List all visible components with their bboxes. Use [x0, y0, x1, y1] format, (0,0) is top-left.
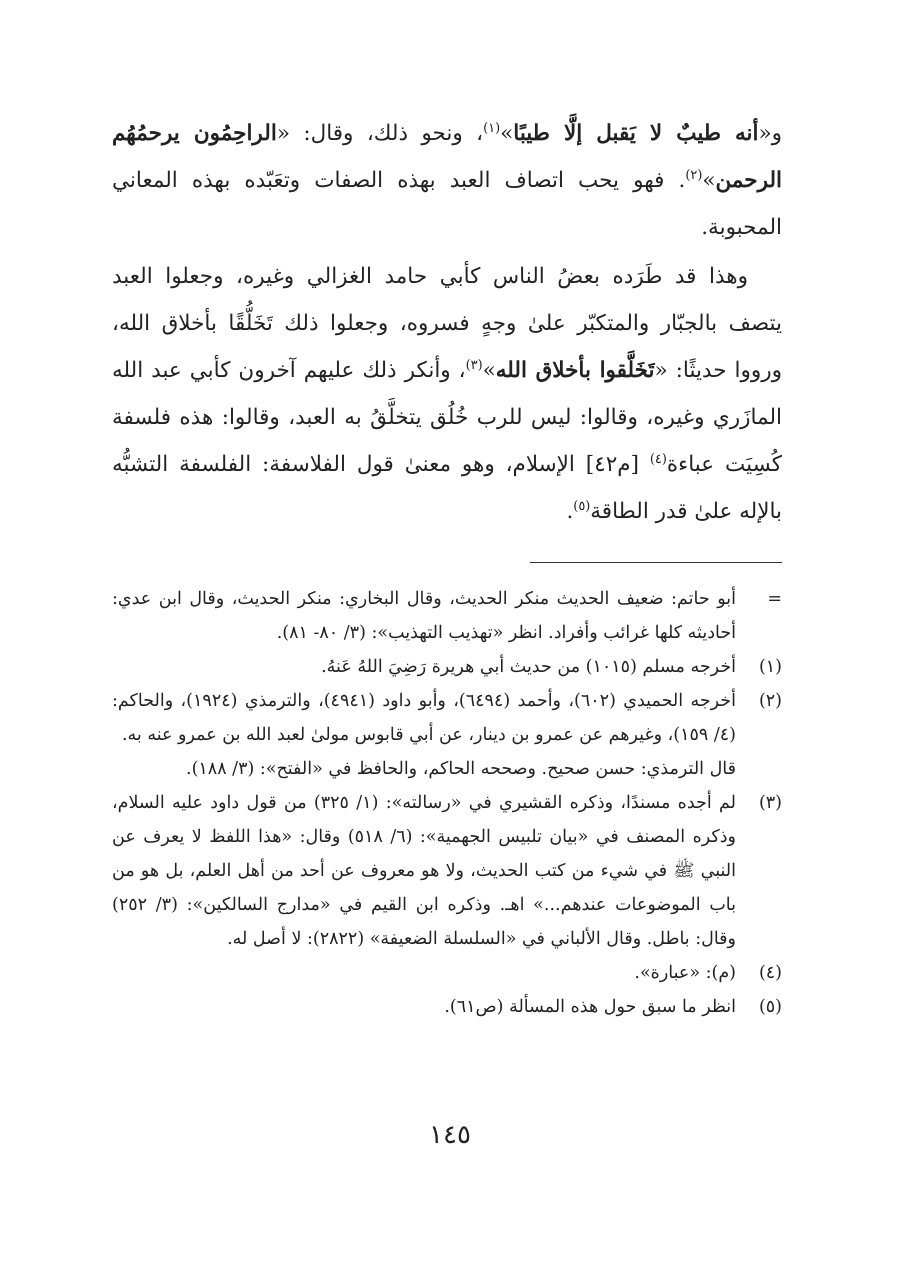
paragraph-2	[112, 253, 782, 535]
footnote-continuation	[112, 582, 782, 650]
footnote-ref-5[interactable]: (٥)	[573, 498, 591, 514]
footnote-separator	[530, 562, 782, 563]
footnote-4	[112, 956, 782, 990]
footnote-marker: =	[767, 589, 782, 609]
text-run: »	[500, 121, 514, 146]
footnote-ref-2[interactable]: (٢)	[685, 167, 703, 183]
text-run: .	[566, 499, 574, 524]
text-run: »	[482, 358, 496, 383]
footnote-1	[112, 650, 782, 684]
text-run: وهذا قد طَرَده بعضُ الناس كأبي حامد الغزالي وغيره، وجعلوا العبد يتصف بالجبّار والمتكبّر علىٰ وجهٍ فسروه، وجعلوا ذلك تَخَلُّقًا بأخلاق الله، ورووا حديثًا: «	[112, 264, 782, 383]
footnote-text: انظر ما سبق حول هذه المسألة (ص٦١).	[444, 997, 736, 1017]
footnote-ref-4[interactable]: (٤)	[649, 451, 667, 467]
footnote-marker: (٥)	[758, 997, 782, 1017]
footnote-text: لم أجده مسندًا، وذكره القشيري في «رسالته»: (١/ ٣٢٥) من قول داود عليه السلام، وذكره المصنف في «بيان تلبيس الجهمية»: (٦/ ٥١٨) وقال: «هذا اللفظ لا يعرف عن النبي ﷺ في شيء من كتب الحديث، ولا هو معروف عن أحد من أهل العلم، بل هو من باب الموضوعات عندهم...» اهـ. وذكره ابن القيم في «مدارج السالكين»: (٣/ ٢٥٢) وقال: باطل. وقال الألباني في «السلسلة الضعيفة» (٢٨٢٢): لا أصل له.	[112, 793, 736, 949]
text-run: »	[702, 168, 716, 193]
footnote-3	[112, 786, 782, 956]
footnote-5	[112, 990, 782, 1024]
text-run: . فهو يحب اتصاف العبد بهذه الصفات وتعَبّده بهذه المعاني المحبوبة.	[112, 168, 782, 240]
footnote-2	[112, 684, 782, 786]
footnote-text: أخرجه مسلم (١٠١٥) من حديث أبي هريرة رَضِيَ اللهُ عَنهُ.	[321, 657, 736, 677]
footnote-text: قال الترمذي: حسن صحيح. وصححه الحاكم، والحافظ في «الفتح»: (٣/ ١٨٨).	[186, 759, 736, 779]
footnote-marker: (٤)	[758, 963, 782, 983]
page-number: ١٤٥	[429, 1120, 471, 1150]
hadith-quote-bold: تَخَلَّقوا بأخلاق الله	[495, 358, 655, 383]
text-run: [م٤٢] الإسلام، وهو معنىٰ قول الفلاسفة: الفلسفة التشبُّه بالإله علىٰ قدر الطاقة	[112, 452, 782, 524]
hadith-quote-bold: الراحِمُون يرحمُهُم الرحمن	[112, 121, 782, 193]
text-run: ، وأنكر ذلك عليهم آخرون كأبي عبد الله المازَري وغيره، وقالوا: ليس للرب خُلُق يتخلَّقُ به العبد، وقالوا: هذه فلسفة كُسِيَت عباءة	[112, 358, 782, 477]
footnote-text: (م): «عبارة».	[634, 963, 736, 983]
footnote-text: أخرجه الحميدي (٦٠٢)، وأحمد (٦٤٩٤)، وأبو داود (٤٩٤١)، والترمذي (١٩٢٤)، والحاكم: (٤/ ١٥٩)، وغيرهم عن عمرو بن دينار، عن أبي قابوس مولىٰ لعبد الله بن عمرو عنه به.	[112, 691, 736, 745]
paragraph-1	[112, 110, 782, 251]
footnote-marker: (٢)	[758, 691, 782, 711]
footnotes	[112, 582, 782, 1024]
footnote-text: أبو حاتم: ضعيف الحديث منكر الحديث، وقال البخاري: منكر الحديث، وقال ابن عدي: أحاديثه كلها غرائب وأفراد. انظر «تهذيب التهذيب»: (٣/ ٨٠- ٨١).	[112, 589, 736, 643]
footnote-marker: (١)	[758, 657, 782, 677]
text-run: و«	[758, 121, 783, 146]
text-run: ، ونحو ذلك، وقال: «	[276, 121, 484, 146]
footnote-ref-3[interactable]: (٣)	[465, 357, 483, 373]
footnote-marker: (٣)	[758, 793, 782, 813]
hadith-quote-bold: أنه طيبٌ لا يَقبل إلَّا طيبًا	[513, 121, 759, 146]
footnote-ref-1[interactable]: (١)	[483, 120, 501, 136]
main-text	[112, 110, 782, 535]
